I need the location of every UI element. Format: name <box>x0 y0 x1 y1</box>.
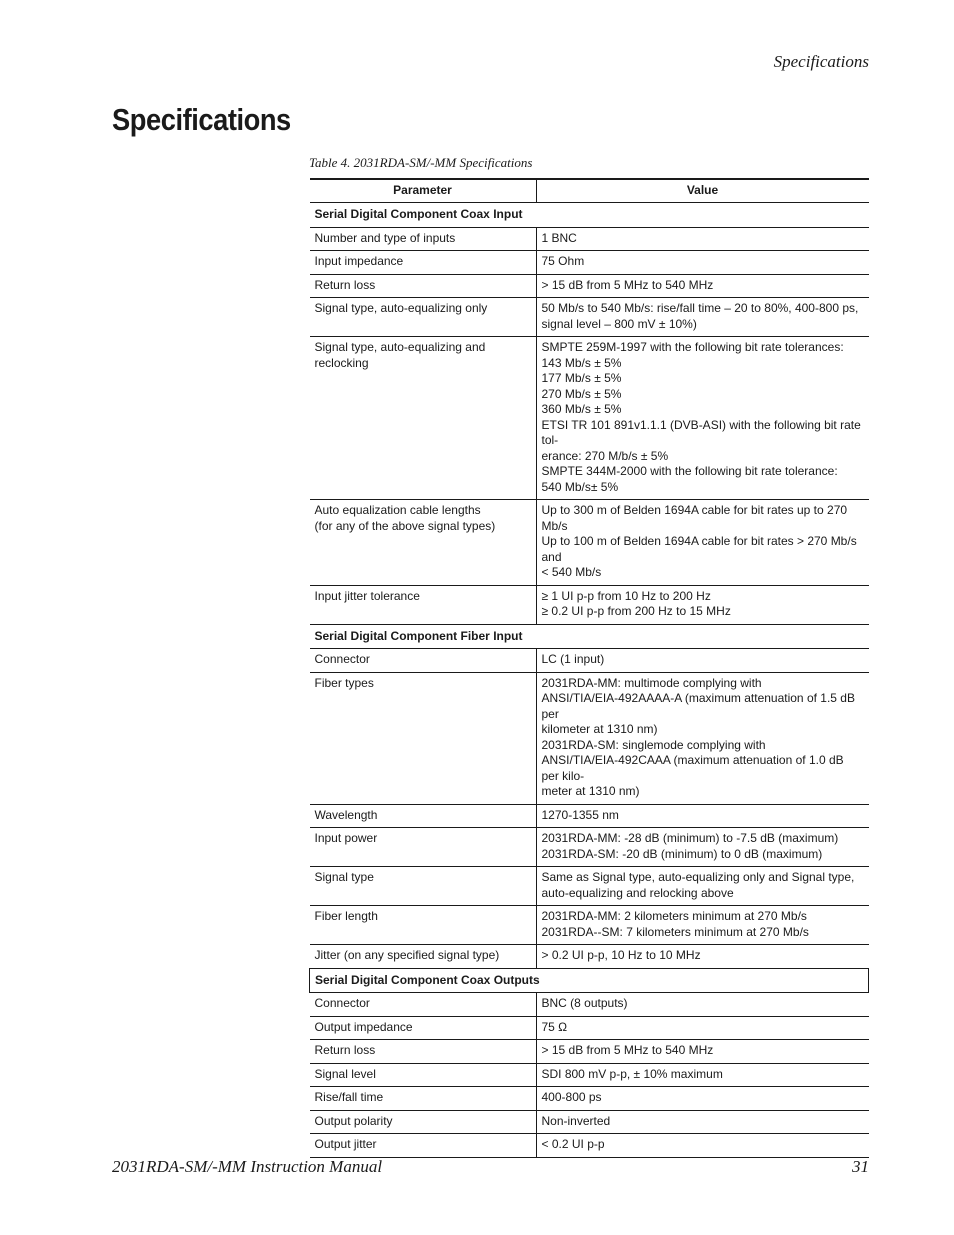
table-row <box>310 1087 869 1111</box>
parameter-cell: Return loss <box>310 274 537 298</box>
table-row <box>310 804 869 828</box>
section-heading: Serial Digital Component Coax Outputs <box>310 968 869 993</box>
value-cell: BNC (8 outputs) <box>536 993 869 1017</box>
table-row <box>310 945 869 969</box>
column-header-parameter: Parameter <box>310 179 537 203</box>
table-body <box>310 203 869 1158</box>
value-cell: 1270-1355 nm <box>536 804 869 828</box>
table-row <box>310 1110 869 1134</box>
value-cell: 2031RDA-MM: 2 kilometers minimum at 270 Mb/s 2031RDA--SM: 7 kilometers minimum at 270 Mb/s <box>536 906 869 945</box>
table-row <box>310 1040 869 1064</box>
parameter-cell: Output jitter <box>310 1134 537 1158</box>
table-row <box>310 251 869 275</box>
value-cell: 2031RDA-MM: multimode complying with ANSI/TIA/EIA-492AAAA-A (maximum attenuation of 1.5 dB per kilometer at 1310 nm) 2031RDA-SM: singlemode complying with ANSI/TIA/EIA-492CAAA (maximum attenuation of 1.0 dB per kilo- meter at 1310 nm) <box>536 672 869 804</box>
table-row <box>310 867 869 906</box>
table-row <box>310 227 869 251</box>
footer-page-number: 31 <box>852 1157 869 1176</box>
table-row <box>310 337 869 500</box>
parameter-cell: Jitter (on any specified signal type) <box>310 945 537 969</box>
section-heading: Serial Digital Component Coax Input <box>310 203 869 228</box>
table-row <box>310 1016 869 1040</box>
value-cell: Non-inverted <box>536 1110 869 1134</box>
table-row <box>310 672 869 804</box>
table-row <box>310 993 869 1017</box>
page-title: Specifications <box>112 102 291 137</box>
parameter-cell: Input jitter tolerance <box>310 585 537 624</box>
value-cell: > 15 dB from 5 MHz to 540 MHz <box>536 274 869 298</box>
parameter-cell: Output impedance <box>310 1016 537 1040</box>
table-row <box>310 500 869 586</box>
parameter-cell: Number and type of inputs <box>310 227 537 251</box>
value-cell: SMPTE 259M-1997 with the following bit rate tolerances: 143 Mb/s ± 5% 177 Mb/s ± 5% 270 Mb/s ± 5% 360 Mb/s ± 5% ETSI TR 101 891v1.1.1 (DVB-ASI) with the following bit rate tol- erance: 270 M/b/s ± 5% SMPTE 344M-2000 with the following bit rate tolerance: 540 Mb/s± 5% <box>536 337 869 500</box>
value-cell: 75 Ω <box>536 1016 869 1040</box>
parameter-cell: Auto equalization cable lengths (for any of the above signal types) <box>310 500 537 586</box>
value-cell: 2031RDA-MM: -28 dB (minimum) to -7.5 dB (maximum) 2031RDA-SM: -20 dB (minimum) to 0 dB (maximum) <box>536 828 869 867</box>
parameter-cell: Connector <box>310 993 537 1017</box>
table-row <box>310 649 869 673</box>
table-row <box>310 1134 869 1158</box>
parameter-cell: Wavelength <box>310 804 537 828</box>
value-cell: 400-800 ps <box>536 1087 869 1111</box>
value-cell: 1 BNC <box>536 227 869 251</box>
footer-manual-title: 2031RDA-SM/-MM Instruction Manual <box>112 1157 383 1176</box>
table-row <box>310 1063 869 1087</box>
parameter-cell: Input impedance <box>310 251 537 275</box>
value-cell: SDI 800 mV p-p, ± 10% maximum <box>536 1063 869 1087</box>
parameter-cell: Return loss <box>310 1040 537 1064</box>
parameter-cell: Input power <box>310 828 537 867</box>
parameter-cell: Signal type <box>310 867 537 906</box>
parameter-cell: Signal type, auto-equalizing and reclocking <box>310 337 537 500</box>
table-section-row <box>310 203 869 228</box>
value-cell: > 0.2 UI p-p, 10 Hz to 10 MHz <box>536 945 869 969</box>
parameter-cell: Signal type, auto-equalizing only <box>310 298 537 337</box>
value-cell: > 15 dB from 5 MHz to 540 MHz <box>536 1040 869 1064</box>
parameter-cell: Fiber length <box>310 906 537 945</box>
table-section-row <box>310 968 869 993</box>
value-cell: < 0.2 UI p-p <box>536 1134 869 1158</box>
table-section-row <box>310 624 869 649</box>
parameter-cell: Output polarity <box>310 1110 537 1134</box>
specifications-table <box>309 178 869 1158</box>
column-header-value: Value <box>536 179 869 203</box>
table-row <box>310 274 869 298</box>
value-cell: LC (1 input) <box>536 649 869 673</box>
table-row <box>310 585 869 624</box>
parameter-cell: Signal level <box>310 1063 537 1087</box>
parameter-cell: Connector <box>310 649 537 673</box>
value-cell: Same as Signal type, auto-equalizing only and Signal type, auto-equalizing and relocking above <box>536 867 869 906</box>
table-row <box>310 298 869 337</box>
running-header: Specifications <box>773 52 869 71</box>
parameter-cell: Rise/fall time <box>310 1087 537 1111</box>
value-cell: 50 Mb/s to 540 Mb/s: rise/fall time – 20 to 80%, 400-800 ps, signal level – 800 mV ± 10%) <box>536 298 869 337</box>
table-row <box>310 906 869 945</box>
parameter-cell: Fiber types <box>310 672 537 804</box>
value-cell: 75 Ohm <box>536 251 869 275</box>
value-cell: ≥ 1 UI p-p from 10 Hz to 200 Hz ≥ 0.2 UI p-p from 200 Hz to 15 MHz <box>536 585 869 624</box>
table-caption: Table 4. 2031RDA-SM/-MM Specifications <box>309 155 533 170</box>
table-row <box>310 828 869 867</box>
section-heading: Serial Digital Component Fiber Input <box>310 624 869 649</box>
value-cell: Up to 300 m of Belden 1694A cable for bit rates up to 270 Mb/s Up to 100 m of Belden 1694A cable for bit rates > 270 Mb/s and < 540 Mb/s <box>536 500 869 586</box>
table-header-row <box>310 179 869 203</box>
